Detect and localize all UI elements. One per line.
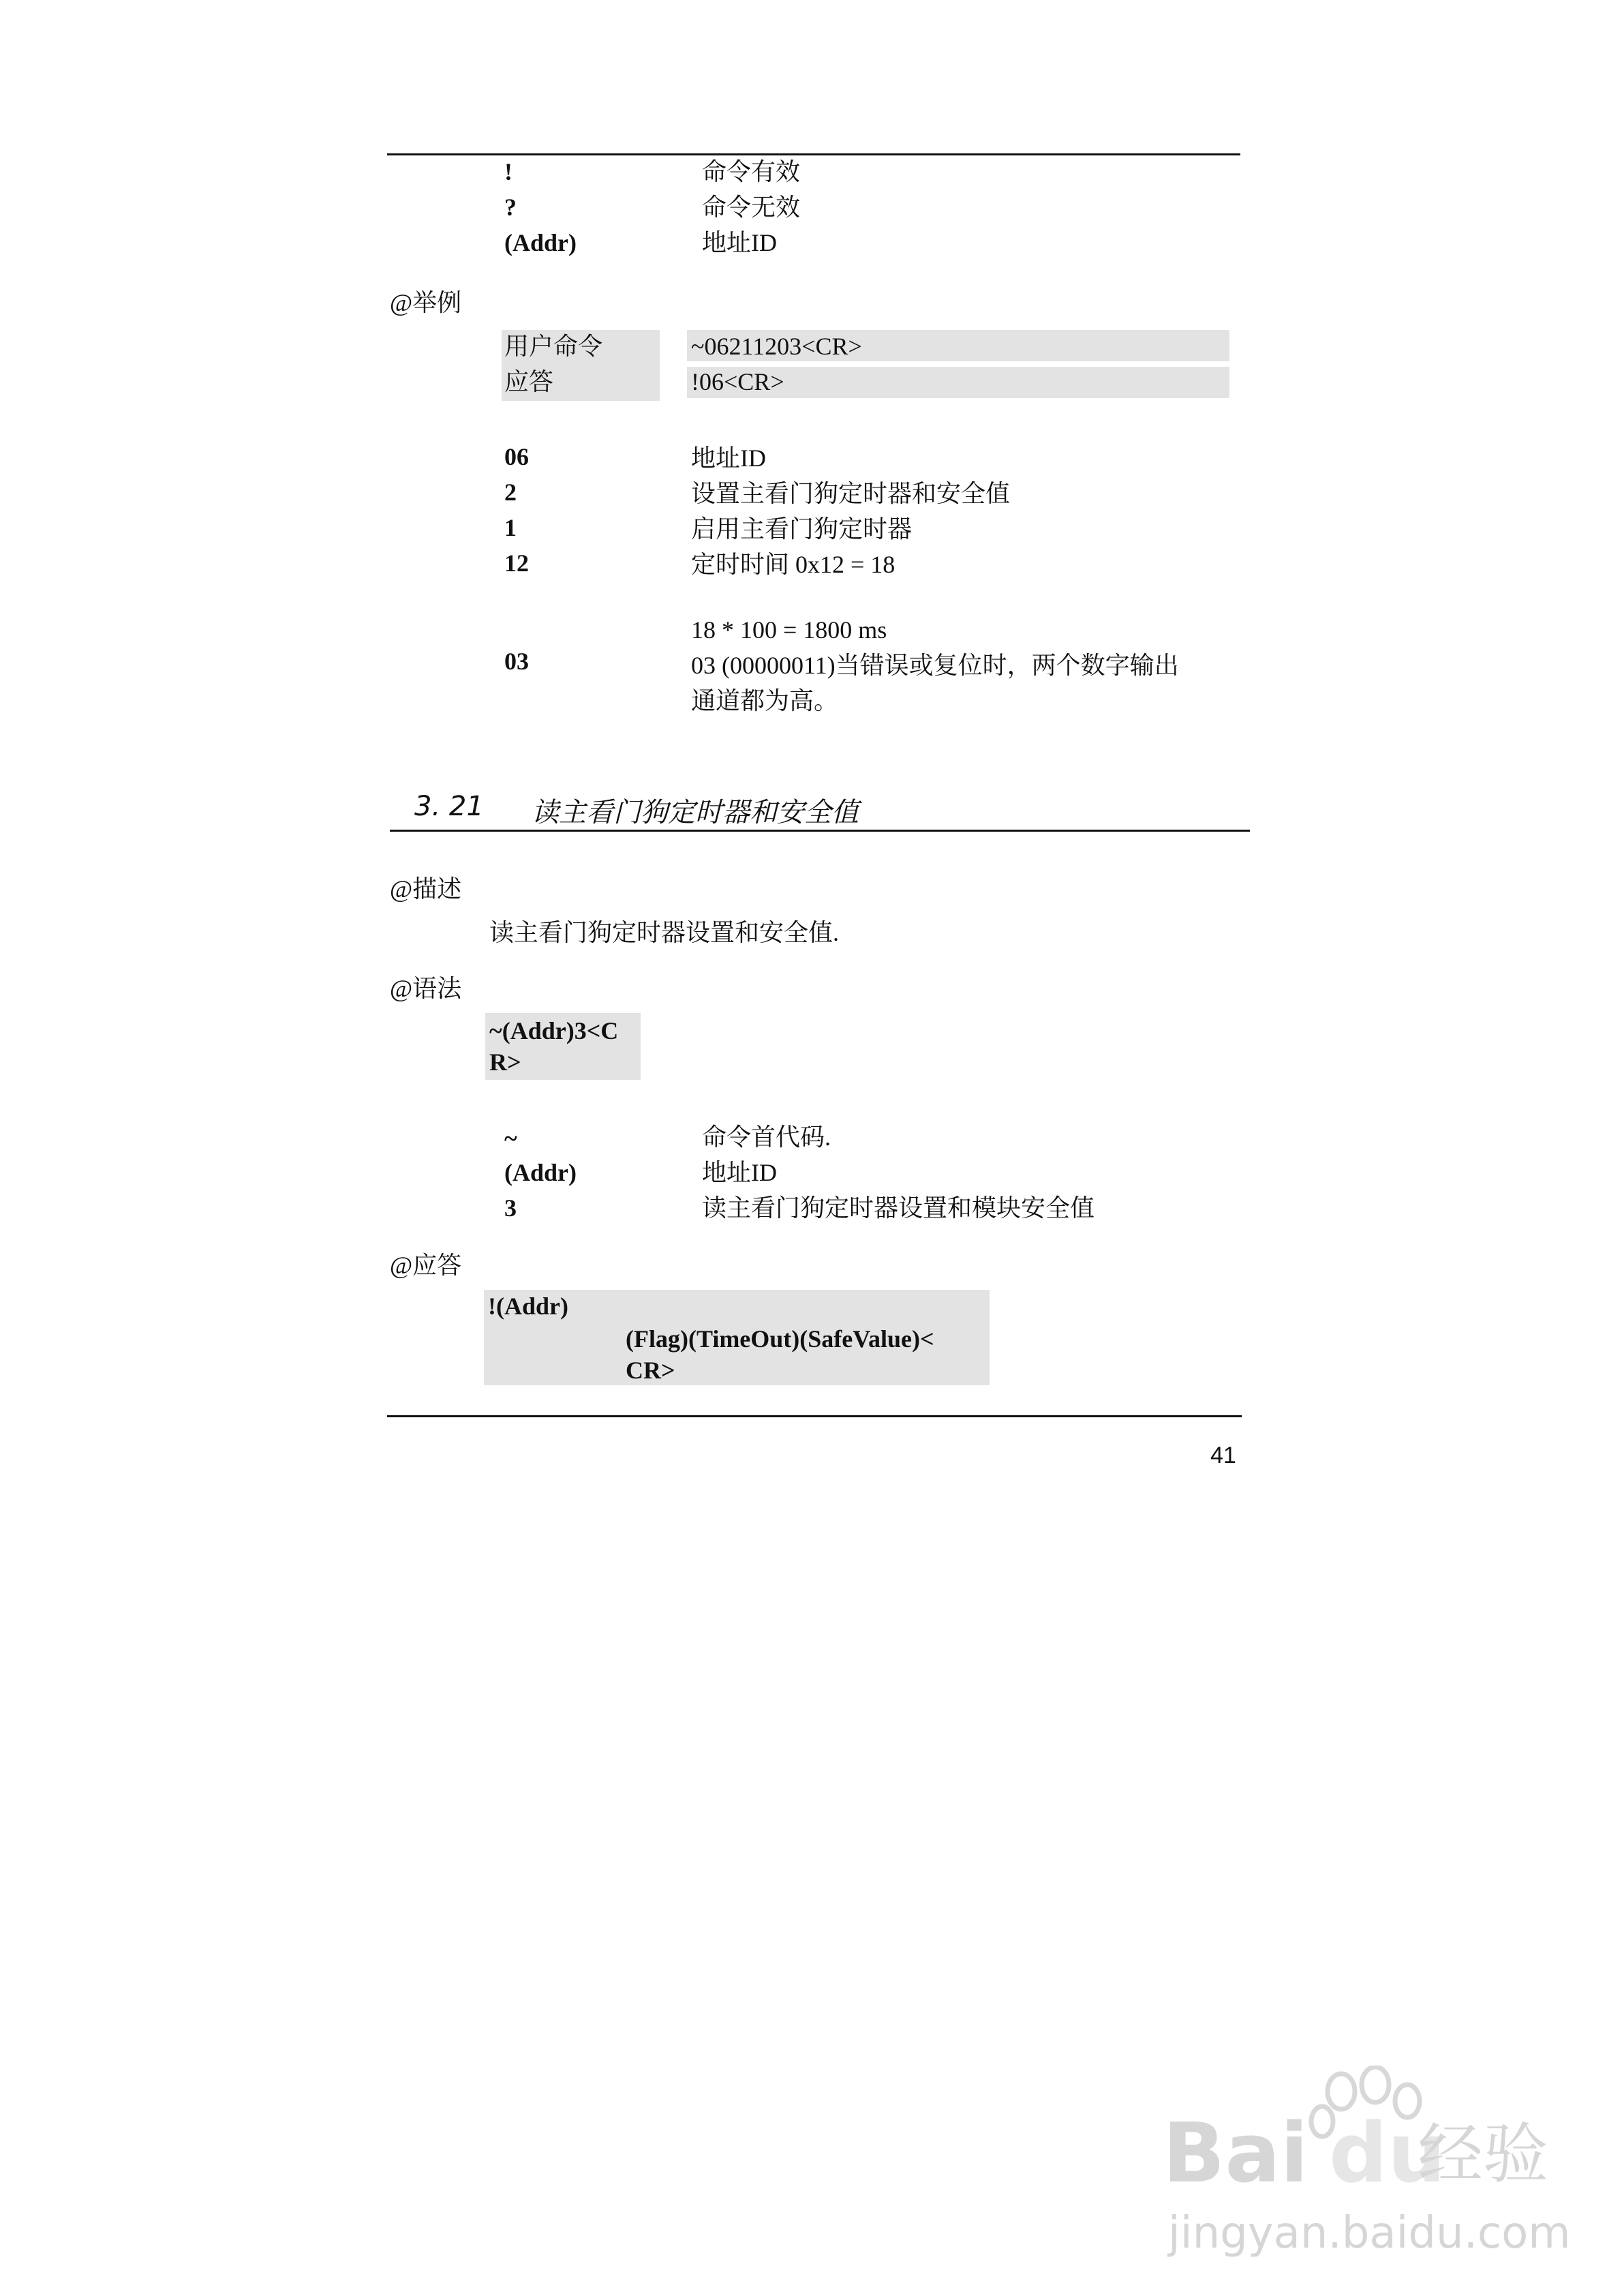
watermark-product: 经验 [1418, 2116, 1548, 2192]
response-line: (Flag)(TimeOut)(SafeValue)< [626, 1325, 934, 1353]
syntax-row-key: (Addr) [504, 1159, 577, 1186]
syntax-heading: @语法 [390, 975, 462, 1002]
example-row-value: 地址ID [691, 444, 766, 472]
example-resp-value: !06<CR> [691, 368, 784, 395]
example-cmd-value: ~06211203<CR> [691, 333, 862, 360]
table-value: 命令无效 [702, 194, 801, 221]
example-row-key: 03 [504, 648, 529, 675]
example-row-key: 06 [504, 443, 529, 470]
example-row-key: 2 [504, 479, 517, 506]
example-row-value: 设置主看门狗定时器和安全值 [691, 480, 1011, 507]
table-key: ? [504, 194, 517, 221]
syntax-row-value: 读主看门狗定时器设置和模块安全值 [702, 1194, 1095, 1222]
watermark-brand-text: Bai [1163, 2106, 1309, 2201]
syntax-row-value: 命令首代码. [702, 1123, 831, 1151]
table-key: ! [504, 158, 512, 185]
footer-rule [387, 1415, 1242, 1417]
page-number: 41 [1210, 1442, 1236, 1468]
syntax-row-key: ~ [504, 1125, 517, 1152]
example-row-value: 定时时间 0x12 = 18 [691, 551, 896, 578]
example-cmd-label: 用户命令 [504, 333, 603, 360]
table-value: 地址ID [702, 229, 777, 256]
watermark-brand [1163, 2106, 1309, 2202]
response-line: !(Addr) [488, 1293, 568, 1320]
watermark-url: jingyan.baidu.com [1168, 2208, 1571, 2259]
section-rule [390, 830, 1250, 832]
example-row-value: 03 (00000011)当错误或复位时，两个数字输出 [691, 652, 1179, 679]
description-heading: @描述 [390, 875, 462, 903]
response-line-cont: CR> [626, 1357, 675, 1384]
header-rule [387, 153, 1240, 155]
example-heading: @举例 [390, 289, 462, 316]
syntax-row-key: 3 [504, 1194, 517, 1222]
table-value: 命令有效 [702, 158, 801, 185]
section-title: 读主看门狗定时器和安全值 [532, 797, 859, 828]
example-row-value: 启用主看门狗定时器 [691, 515, 913, 543]
example-row-key: 12 [504, 549, 529, 577]
example-calc: 18 * 100 = 1800 ms [691, 616, 887, 644]
syntax-row-value: 地址ID [702, 1159, 777, 1186]
section-number: 3. 21 [414, 791, 484, 822]
syntax-line-cont: R> [489, 1048, 521, 1076]
watermark-brand2-text: du [1329, 2106, 1446, 2201]
example-row-value-cont: 通道都为高。 [691, 687, 839, 714]
description-text: 读主看门狗定时器设置和安全值. [489, 919, 840, 946]
response-heading: @应答 [390, 1252, 462, 1279]
example-resp-label: 应答 [504, 368, 554, 395]
syntax-line: ~(Addr)3<C [489, 1017, 619, 1044]
table-key: (Addr) [504, 229, 577, 256]
example-row-key: 1 [504, 514, 517, 541]
